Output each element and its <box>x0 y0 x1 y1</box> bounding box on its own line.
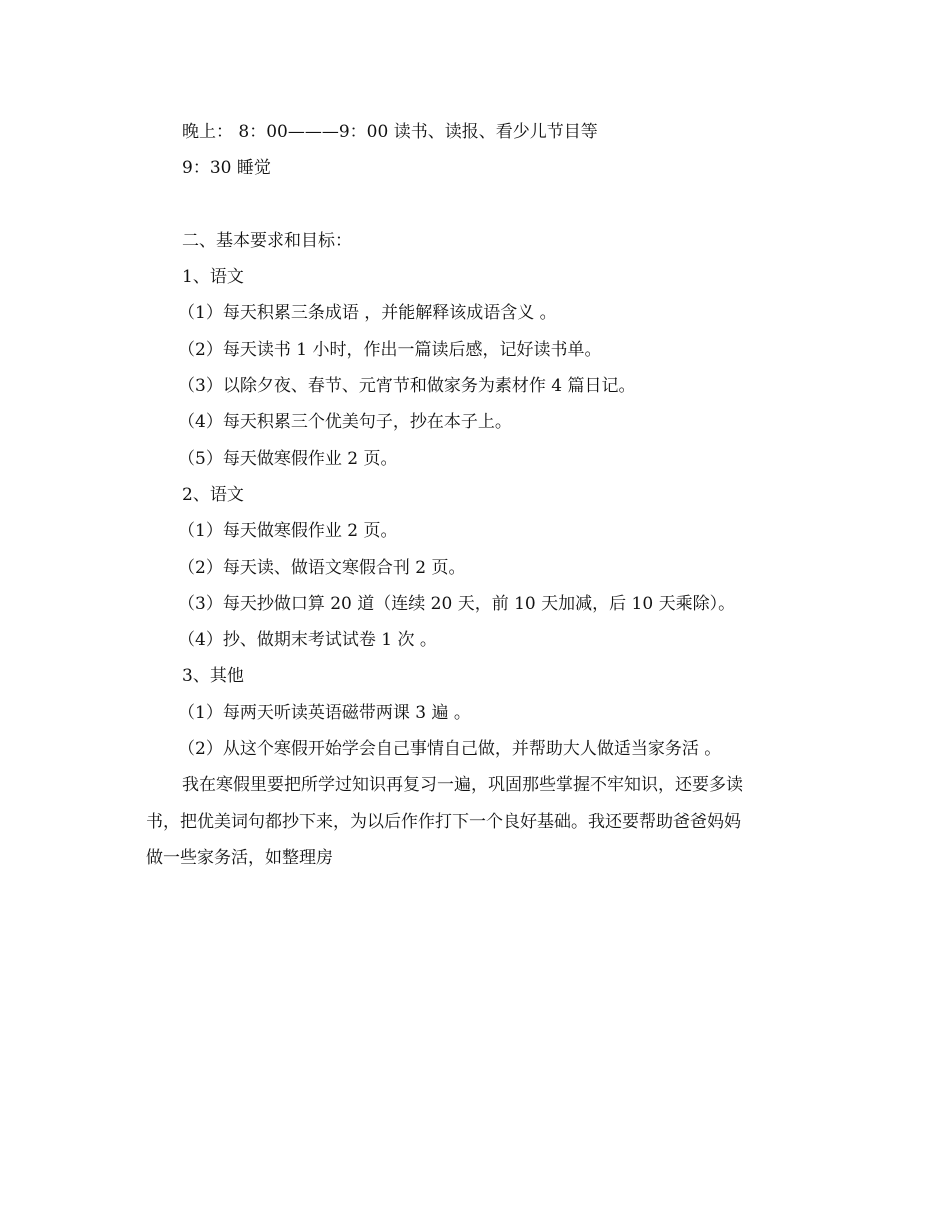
list-item: （1）每两天听读英语磁带两课 3 遍 。 <box>178 703 471 723</box>
section-title: 二、基本要求和目标： <box>182 231 352 251</box>
list-item: （4）每天积累三个优美句子，抄在本子上。 <box>178 412 512 432</box>
list-item: （5）每天做寒假作业 2 页。 <box>178 449 398 469</box>
paragraph-line: 做一些家务活，如整理房 <box>146 848 333 868</box>
list-item: （2）从这个寒假开始学会自己事情自己做，并帮助大人做适当家务活 。 <box>178 739 722 759</box>
chinese-heading: 1、语文 <box>182 267 244 287</box>
list-item: （2）每天读、做语文寒假合刊 2 页。 <box>178 558 466 578</box>
list-item: （4）抄、做期末考试试卷 1 次 。 <box>178 630 437 650</box>
schedule-evening: 晚上： 8：00———9：00 读书、读报、看少儿节目等 <box>182 122 598 142</box>
list-item: （2）每天读书 1 小时，作出一篇读后感，记好读书单。 <box>178 340 602 360</box>
other-heading: 3、其他 <box>182 666 244 686</box>
list-item: （1）每天积累三条成语 ，并能解释该成语含义 。 <box>178 303 557 323</box>
paragraph-line: 书，把优美词句都抄下来，为以后作作打下一个良好基础。我还要帮助爸爸妈妈 <box>146 812 741 832</box>
second-heading: 2、语文 <box>182 485 244 505</box>
list-item: （3）以除夕夜、春节、元宵节和做家务为素材作 4 篇日记。 <box>178 376 636 396</box>
list-item: （3）每天抄做口算 20 道（连续 20 天，前 10 天加减，后 10 天乘除）。 <box>178 594 736 614</box>
paragraph-line: 我在寒假里要把所学过知识再复习一遍，巩固那些掌握不牢知识，还要多读 <box>182 775 743 795</box>
list-item: （1）每天做寒假作业 2 页。 <box>178 521 398 541</box>
schedule-sleep: 9：30 睡觉 <box>182 158 271 178</box>
